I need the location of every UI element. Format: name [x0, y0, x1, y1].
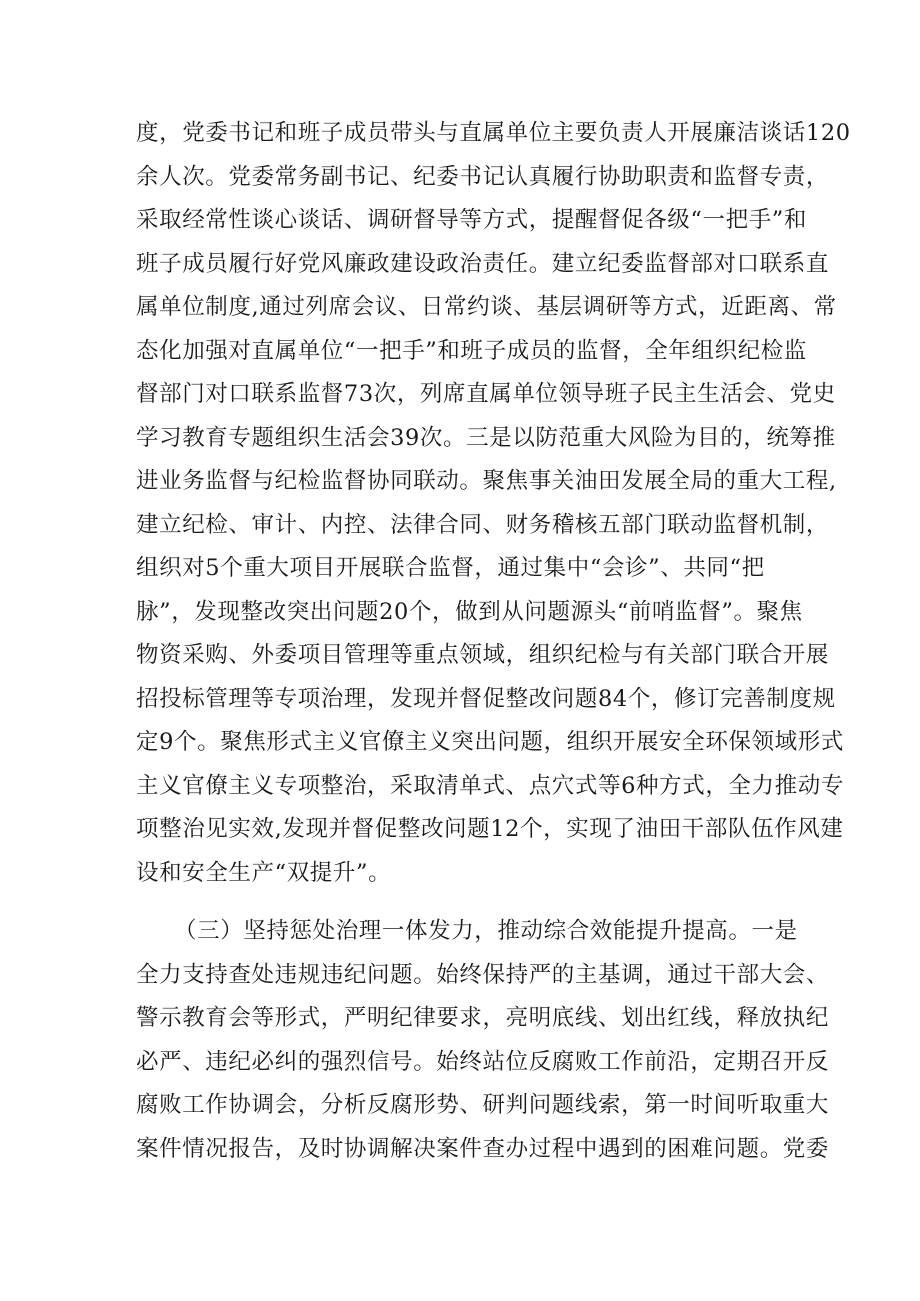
paragraph-spacer	[136, 895, 796, 910]
text-line: 全力支持查处违规违纪问题。始终保持严的主基调，通过干部大会、	[136, 961, 830, 988]
text-line: 属单位制度,通过列席会议、日常约谈、基层调研等方式，近距离、常	[136, 294, 837, 320]
text-line: 学习教育专题组织生活会39次。三是以防范重大风险为目的，统筹推	[136, 424, 836, 451]
text-line: 采取经常性谈心谈话、调研督导等方式，提醒督促各级“一把手”和	[136, 207, 808, 233]
text-line: 定9个。聚焦形式主义官僚主义突出问题，组织开展安全环保领域形式	[136, 729, 844, 755]
text-line: 督部门对口联系监督73次，列席直属单位领导班子民主生活会、党史	[136, 381, 836, 407]
text-line: 项整治见实效,发现并督促整改问题12个，实现了油田干部队伍作风建	[136, 816, 844, 842]
section-heading-line: （三）坚持惩处治理一体发力，推动综合效能提升提高。一是	[174, 918, 798, 944]
text-line: 态化加强对直属单位“一把手”和班子成员的监督，全年组织纪检监	[136, 337, 808, 364]
text-line: 余人次。党委常务副书记、纪委书记认真履行协助职责和监督专责，	[136, 163, 830, 190]
body-text	[136, 112, 851, 1171]
text-line: 建立纪检、审计、内控、法律合同、财务稽核五部门联动监督机制，	[136, 511, 830, 538]
text-line: 招投标管理等专项治理，发现并督促整改问题84个，修订完善制度规	[136, 685, 836, 712]
text-line: 腐败工作协调会，分析反腐形势、研判问题线索，第一时间听取重大	[136, 1092, 830, 1118]
text-line: 度，党委书记和班子成员带头与直属单位主要负责人开展廉洁谈话120	[136, 120, 851, 146]
text-line: 脉”，发现整改突出问题20个，做到从问题源头“前哨监督”。聚焦	[136, 598, 803, 625]
text-line: 主义官僚主义专项整治，采取清单式、点穴式等6种方式，全力推动专	[136, 772, 844, 799]
text-line: 物资采购、外委项目管理等重点领域，组织纪检与有关部门联合开展	[136, 642, 830, 668]
text-line: 进业务监督与纪检监督协同联动。聚焦事关油田发展全局的重大工程,	[136, 468, 837, 494]
text-line: 设和安全生产“双提升”。	[136, 859, 392, 886]
paragraph-2	[136, 910, 830, 1171]
text-line: 必严、违纪必纠的强烈信号。始终站位反腐败工作前沿，定期召开反	[136, 1048, 830, 1075]
text-line: 组织对5个重大项目开展联合监督，通过集中“会诊”、共同“把	[136, 555, 765, 581]
paragraph-1	[136, 112, 851, 895]
text-line: 警示教育会等形式，严明纪律要求，亮明底线、划出红线，释放执纪	[136, 1005, 830, 1031]
text-line: 班子成员履行好党风廉政建设政治责任。建立纪委监督部对口联系直	[136, 250, 830, 277]
text-line: 案件情况报告，及时协调解决案件查办过程中遇到的困难问题。党委	[136, 1135, 830, 1162]
